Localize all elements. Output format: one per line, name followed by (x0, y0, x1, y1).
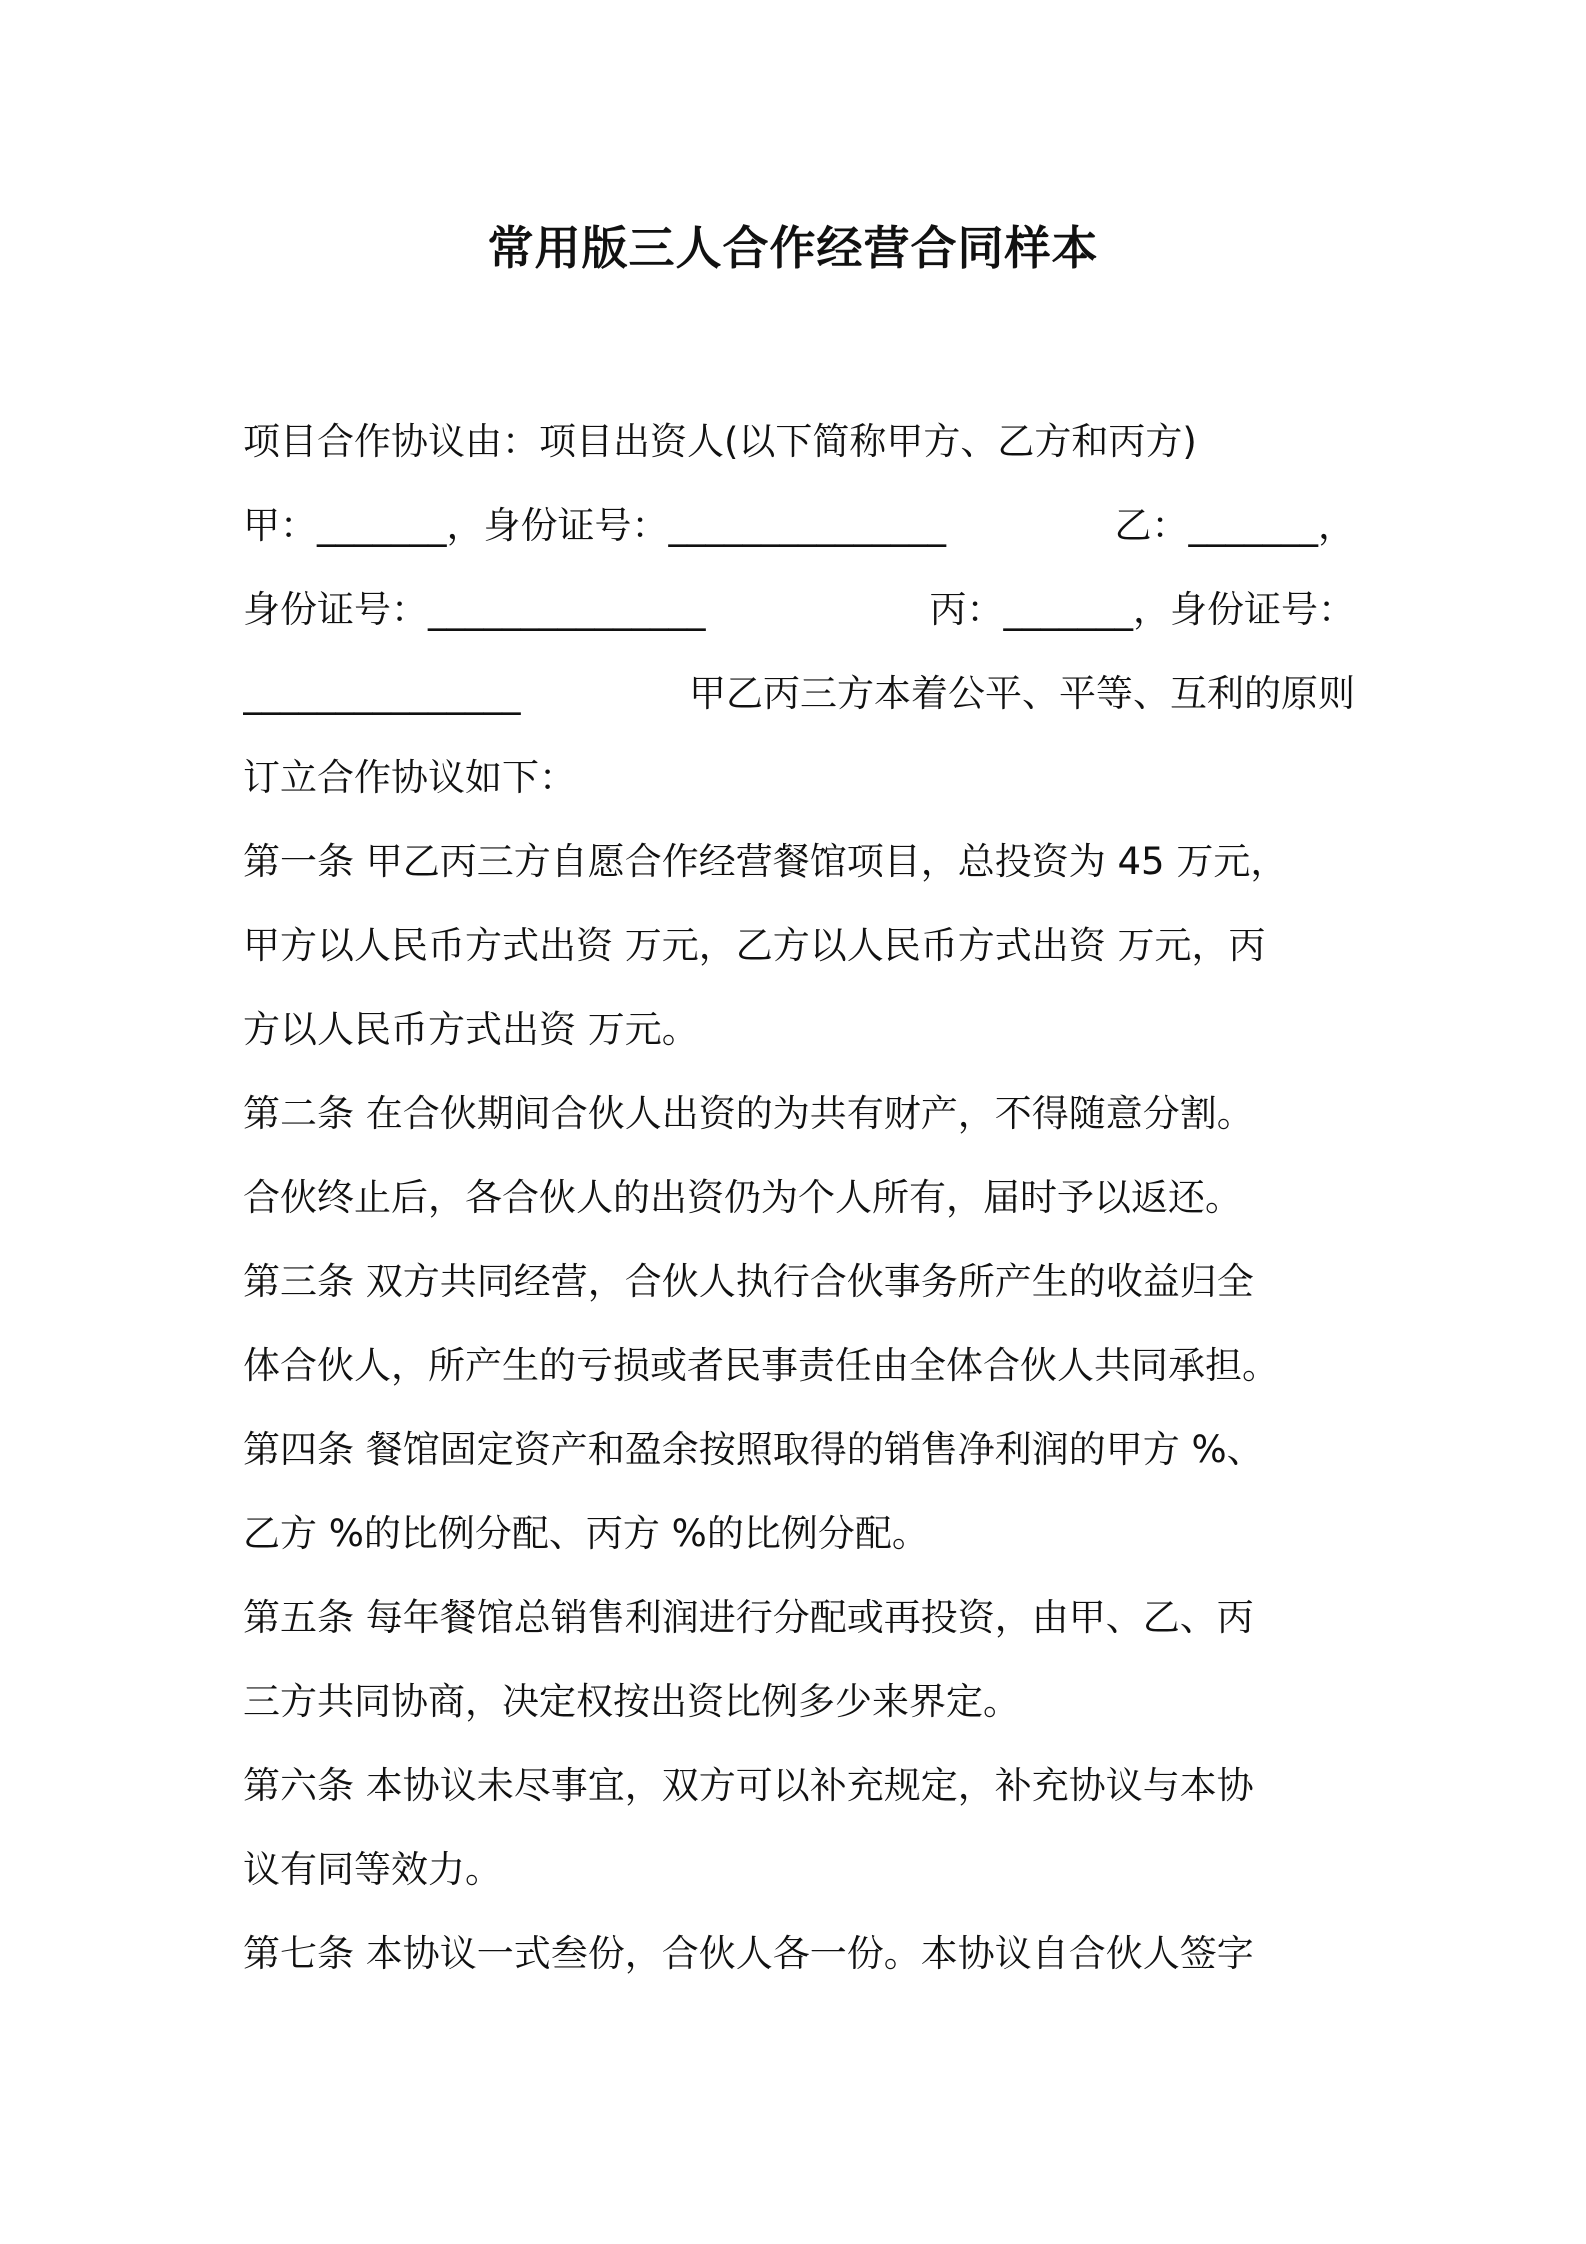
intro-line-1: 项目合作协议由：项目出资人(以下简称甲方、乙方和丙方) (243, 420, 1197, 463)
article-6-line-1: 第六条 本协议未尽事宜，双方可以补充规定，补充协议与本协 (243, 1764, 1254, 1807)
article-1-line-3: 方以人民币方式出资 万元。 (243, 1008, 699, 1051)
article-1-line-2: 甲方以人民币方式出资 万元，乙方以人民币方式出资 万元，丙 (243, 924, 1266, 967)
party-c-field: 丙：_______，身份证号： (929, 588, 1355, 631)
article-3-line-1: 第三条 双方共同经营，合伙人执行合伙事务所产生的收益归全 (243, 1260, 1254, 1303)
party-a-id-field: 甲：_______，身份证号：_______________ (243, 504, 946, 547)
article-4-line-2: 乙方 %的比例分配、丙方 %的比例分配。 (243, 1512, 929, 1555)
party-c-id-blank: _______________ (243, 672, 521, 715)
intro-line-4 (243, 666, 1355, 722)
principle-text: 甲乙丙三方本着公平、平等、互利的原则 (689, 672, 1355, 715)
article-2-line-2: 合伙终止后，各合伙人的出资仍为个人所有，届时予以返还。 (243, 1176, 1242, 1219)
party-b-field: 乙：_______， (1114, 504, 1355, 547)
article-2-line-1: 第二条 在合伙期间合伙人出资的为共有财产，不得随意分割。 (243, 1092, 1254, 1135)
article-5-line-2: 三方共同协商，决定权按出资比例多少来界定。 (243, 1680, 1020, 1723)
party-b-id-field: 身份证号：_______________ (243, 588, 706, 631)
article-4-line-1: 第四条 餐馆固定资产和盈余按照取得的销售净利润的甲方 %、 (243, 1428, 1264, 1471)
intro-line-3 (243, 582, 1355, 638)
article-3-line-2: 体合伙人，所产生的亏损或者民事责任由全体合伙人共同承担。 (243, 1344, 1279, 1387)
article-5-line-1: 第五条 每年餐馆总销售利润进行分配或再投资，由甲、乙、丙 (243, 1596, 1254, 1639)
article-6-line-2: 议有同等效力。 (243, 1848, 502, 1891)
intro-line-2 (243, 498, 1355, 554)
document-title: 常用版三人合作经营合同样本 (487, 221, 1099, 275)
article-1-line-1: 第一条 甲乙丙三方自愿合作经营餐馆项目，总投资为 45 万元， (243, 840, 1288, 883)
article-7-line-1: 第七条 本协议一式叁份，合伙人各一份。本协议自合伙人签字 (243, 1932, 1254, 1975)
intro-line-5: 订立合作协议如下： (243, 756, 576, 799)
